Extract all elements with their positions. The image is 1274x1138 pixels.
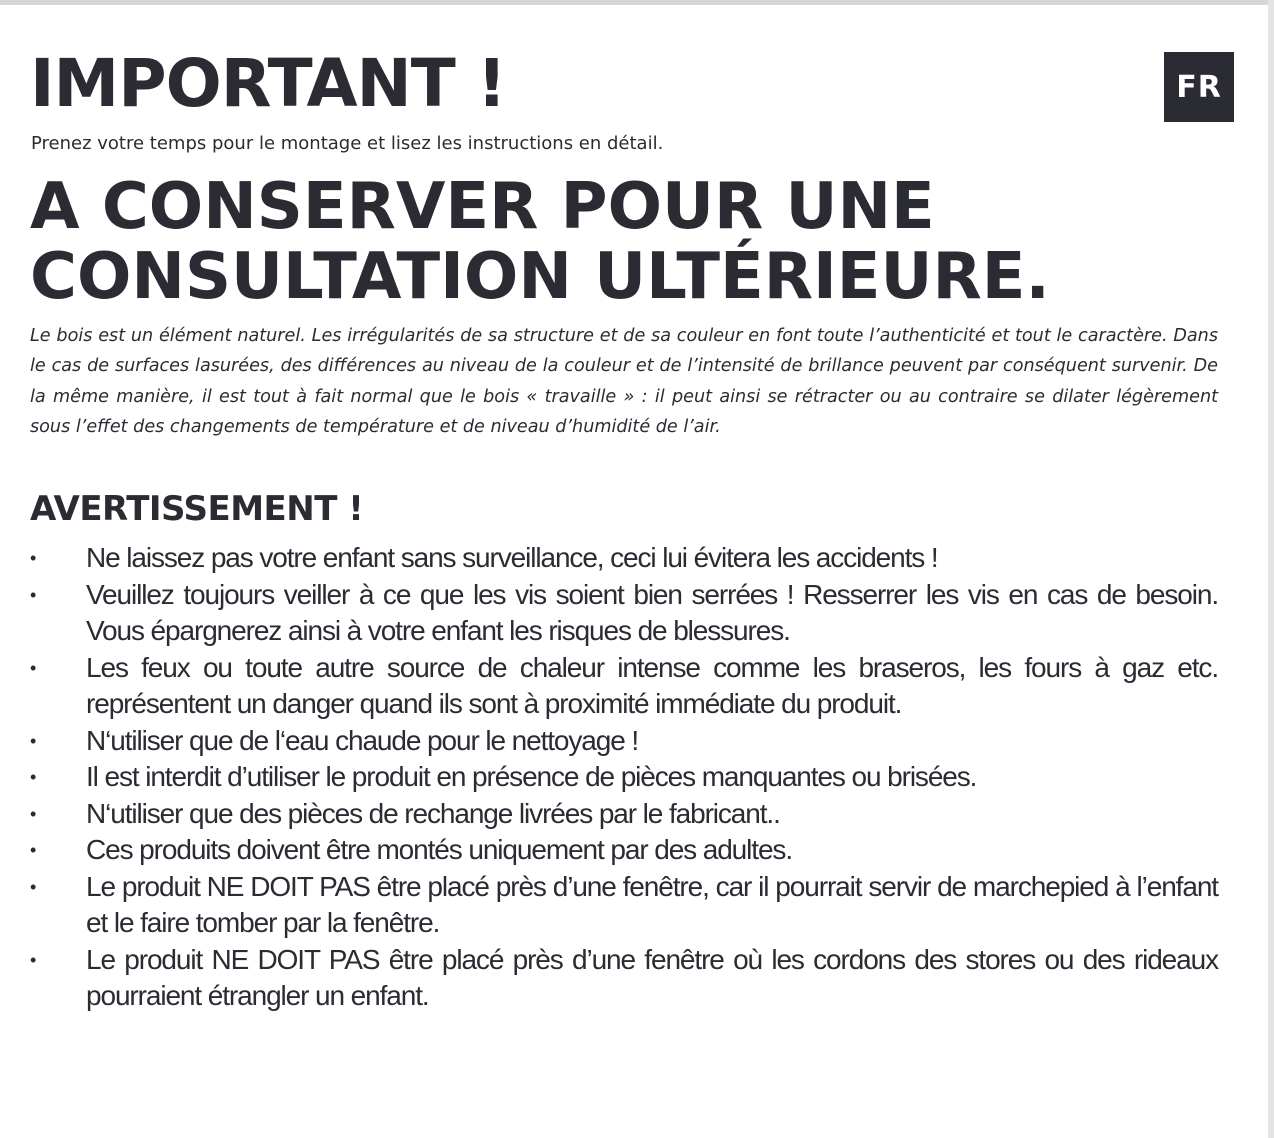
page-right-border [1268,0,1274,1138]
important-title: IMPORTANT ! [30,45,506,122]
bullet-icon: • [30,949,36,970]
bullet-icon: • [30,584,36,605]
bullet-icon: • [30,657,36,678]
warning-item [30,723,1218,760]
warning-item [30,869,1218,942]
bullet-icon: • [30,840,36,860]
bullet-icon: • [30,548,36,568]
assembly-subtitle: Prenez votre temps pour le montage et lisez les instructions en détail. [31,133,664,154]
warning-item-text: Veuillez toujours veiller à ce que les vis soient bien serrées ! Resserrer les vis en cas de besoin. Vous épargnerez ainsi à votre enfant les risques de blessures. [86,578,1218,646]
bullet-icon: • [30,876,36,897]
page-top-border [0,0,1274,5]
warning-list [30,540,1218,1015]
warning-item-text: N‘utiliser que de l‘eau chaude pour le nettoyage ! [86,724,639,756]
warning-item-text: Ces produits doivent être montés uniquement par des adultes. [86,834,793,865]
warning-item-text: Le produit NE DOIT PAS être placé près d’une fenêtre où les cordons des stores ou des rideaux pourraient étrangler un enfant. [86,943,1218,1011]
warning-item-text: Le produit NE DOIT PAS être placé près d’une fenêtre, car il pourrait servir de marchepied à l’enfant et le faire tomber par la fenêtre. [86,870,1218,938]
wood-note-paragraph: Le bois est un élément naturel. Les irrégularités de sa structure et de sa couleur en font toute l’authenticité et tout le caractère. Dans le cas de surfaces lasurées, des différences au niveau de la couleur et de l’intensité de brillance peuvent par conséquent survenir. De la même manière, il est tout à fait normal que le bois « travaille » : il peut ainsi se rétracter ou au contraire se dilater légèrement sous l’effet des changements de température et de niveau d’humidité de l’air. [30,326,1218,438]
warning-heading: AVERTISSEMENT ! [30,489,364,529]
warning-item-text: Il est interdit d’utiliser le produit en présence de pièces manquantes ou brisées. [86,761,977,792]
warning-item-text: Les feux ou toute autre source de chaleur intense comme les braseros, les fours à gaz etc. représentent un danger quand ils sont à proximité immédiate du produit. [86,651,1218,719]
bullet-icon: • [30,803,36,824]
warning-item-text: Ne laissez pas votre enfant sans surveillance, ceci lui évitera les accidents ! [86,542,938,573]
warning-item [30,832,1218,869]
warning-item [30,796,1218,833]
warning-item [30,942,1218,1015]
warning-item-text: N‘utiliser que des pièces de rechange livrées par le fabricant.. [86,797,780,829]
warning-item [30,577,1218,650]
warning-item [30,759,1218,796]
warning-item [30,540,1218,577]
bullet-icon: • [30,730,36,751]
language-badge: FR [1164,52,1234,122]
keep-for-reference-title: A CONSERVER POUR UNE CONSULTATION ULTÉRIEURE. [30,170,1050,314]
warning-item [30,650,1218,723]
bullet-icon: • [30,767,36,787]
